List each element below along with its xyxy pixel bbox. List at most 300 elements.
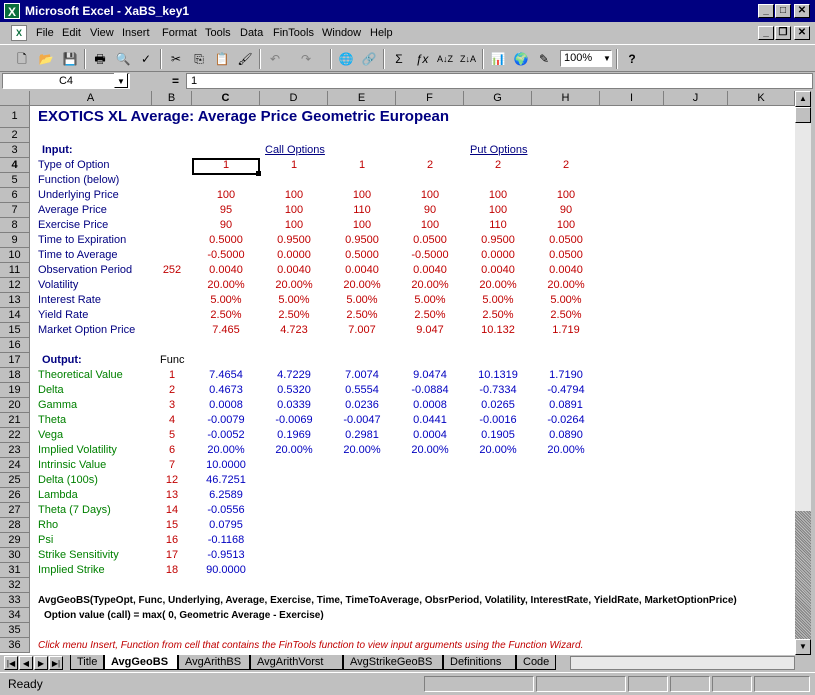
output-func-row-28: 15 [165, 519, 179, 531]
output-cell-31-2[interactable] [328, 563, 396, 578]
active-cell-border [192, 158, 260, 175]
output-label-row-25: Delta (100s) [38, 474, 98, 486]
row-header-26[interactable]: 26 [0, 488, 30, 503]
input-cell-4-2[interactable]: 1 [358, 159, 366, 171]
input-cell-7-4[interactable]: 100 [488, 204, 508, 216]
output-cell-25-4[interactable] [464, 473, 532, 488]
map-icon[interactable]: 🌍 [513, 52, 529, 66]
input-cell-11-0[interactable]: 0.0040 [209, 264, 243, 276]
row-header-27[interactable]: 27 [0, 503, 30, 518]
cut-icon[interactable]: ✂ [170, 52, 182, 66]
put-options-header: Put Options [470, 144, 528, 156]
output-cell-23-2[interactable]: 20.00% [343, 444, 381, 456]
row-header-5[interactable]: 5 [0, 173, 30, 188]
doc-minimize-button[interactable]: _ [758, 26, 774, 40]
input-cell-7-1[interactable]: 100 [284, 204, 304, 216]
output-func-row-18: 1 [168, 369, 176, 381]
row-header-32[interactable]: 32 [0, 578, 30, 593]
output-cell-28-5[interactable] [532, 518, 600, 533]
output-cell-23-0[interactable]: 20.00% [207, 444, 245, 456]
output-cell-22-2[interactable]: 0.2981 [345, 429, 379, 441]
input-cell-7-0[interactable]: 95 [219, 204, 233, 216]
output-cell-25-5[interactable] [532, 473, 600, 488]
row-header-29[interactable]: 29 [0, 533, 30, 548]
output-label-row-24: Intrinsic Value [38, 459, 107, 471]
output-cell-28-2[interactable] [328, 518, 396, 533]
sheet-tab-code[interactable]: Code [516, 655, 556, 670]
output-cell-27-0[interactable]: -0.0556 [207, 504, 245, 516]
input-cell-12-3[interactable]: 20.00% [411, 279, 449, 291]
row-header-15[interactable]: 15 [0, 323, 30, 338]
output-cell-30-0[interactable]: -0.9513 [207, 549, 245, 561]
row-header-3[interactable]: 3 [0, 143, 30, 158]
input-cell-12-5[interactable]: 20.00% [547, 279, 585, 291]
title-bar [0, 0, 815, 22]
input-cell-7-5[interactable]: 90 [559, 204, 573, 216]
row-header-18[interactable]: 18 [0, 368, 30, 383]
output-cell-22-1[interactable]: 0.1969 [277, 429, 311, 441]
row-header-34[interactable]: 34 [0, 608, 30, 623]
output-cell-18-3[interactable]: 9.0474 [413, 369, 447, 381]
horizontal-scrollbar[interactable] [570, 656, 795, 670]
output-cell-21-5[interactable]: -0.0264 [547, 414, 585, 426]
output-cell-21-0[interactable]: -0.0079 [207, 414, 245, 426]
first-sheet-icon[interactable]: |◀ [4, 656, 18, 670]
menu-file[interactable]: File [36, 27, 54, 39]
output-cell-26-4[interactable] [464, 488, 532, 503]
input-cell-13-3[interactable]: 5.00% [414, 294, 446, 306]
output-cell-18-0[interactable]: 7.4654 [209, 369, 243, 381]
output-cell-22-3[interactable]: 0.0004 [413, 429, 447, 441]
output-cell-19-1[interactable]: 0.5320 [277, 384, 311, 396]
output-label-row-21: Theta [38, 414, 67, 426]
input-cell-5-1[interactable] [260, 173, 328, 188]
output-label-row-20: Gamma [38, 399, 78, 411]
input-cell-14-0[interactable]: 2.50% [210, 309, 242, 321]
input-cell-6-5[interactable]: 100 [556, 189, 576, 201]
output-cell-21-2[interactable]: -0.0047 [343, 414, 381, 426]
output-cell-19-4[interactable]: -0.7334 [479, 384, 517, 396]
menu-format[interactable]: Format [162, 27, 197, 39]
close-button[interactable]: ✕ [794, 4, 810, 18]
output-cell-18-4[interactable]: 10.1319 [478, 369, 518, 381]
row-header-14[interactable]: 14 [0, 308, 30, 323]
output-cell-22-4[interactable]: 0.1905 [481, 429, 515, 441]
input-cell-9-5[interactable]: 0.0500 [549, 234, 583, 246]
row-header-36[interactable]: 36 [0, 638, 30, 653]
input-cell-13-0[interactable]: 5.00% [210, 294, 242, 306]
input-cell-4-5[interactable]: 2 [562, 159, 570, 171]
input-cell-6-1[interactable]: 100 [284, 189, 304, 201]
column-header-h[interactable]: H [532, 91, 600, 106]
output-cell-20-2[interactable]: 0.0236 [345, 399, 379, 411]
sheet-tab-title[interactable]: Title [70, 655, 104, 670]
row-header-35[interactable]: 35 [0, 623, 30, 638]
input-cell-9-0[interactable]: 0.5000 [209, 234, 243, 246]
next-sheet-icon[interactable]: ▶ [34, 656, 48, 670]
output-cell-29-2[interactable] [328, 533, 396, 548]
output-cell-30-5[interactable] [532, 548, 600, 563]
row-header-6[interactable]: 6 [0, 188, 30, 203]
zoom-dropdown-icon[interactable]: ▼ [603, 54, 611, 63]
output-cell-19-0[interactable]: 0.4673 [209, 384, 243, 396]
output-func-row-30: 17 [165, 549, 179, 561]
output-cell-31-1[interactable] [260, 563, 328, 578]
input-cell-7-3[interactable]: 90 [423, 204, 437, 216]
hyperlink-icon[interactable]: 🔗 [361, 52, 377, 66]
minimize-button[interactable]: _ [758, 4, 774, 18]
row-header-2[interactable]: 2 [0, 128, 30, 143]
function-icon[interactable]: ƒx [415, 52, 429, 66]
format-painter-icon[interactable]: 🖌 [237, 52, 253, 66]
chart-wizard-icon[interactable]: 📊 [490, 52, 506, 66]
input-cell-5-4[interactable] [464, 173, 532, 188]
output-cell-23-1[interactable]: 20.00% [275, 444, 313, 456]
column-header-i[interactable]: I [600, 91, 664, 106]
output-cell-28-4[interactable] [464, 518, 532, 533]
open-icon[interactable]: 📂 [38, 52, 54, 66]
menu-window[interactable]: Window [322, 27, 362, 39]
input-cell-14-2[interactable]: 2.50% [346, 309, 378, 321]
output-cell-23-4[interactable]: 20.00% [479, 444, 517, 456]
select-all-corner[interactable] [0, 91, 30, 106]
web-icon[interactable]: 🌐 [338, 52, 354, 66]
output-cell-31-4[interactable] [464, 563, 532, 578]
input-label-row-4: Type of Option [38, 159, 110, 171]
input-cell-4-1[interactable]: 1 [290, 159, 298, 171]
input-cell-10-5[interactable]: 0.0500 [549, 249, 583, 261]
output-cell-29-0[interactable]: -0.1168 [207, 534, 245, 546]
input-cell-15-0[interactable]: 7.465 [212, 324, 240, 336]
menu-insert[interactable]: Insert [122, 27, 150, 39]
doc-restore-button[interactable]: ❐ [775, 26, 791, 40]
input-cell-4-3[interactable]: 2 [426, 159, 434, 171]
output-cell-24-2[interactable] [328, 458, 396, 473]
input-cell-8-0[interactable]: 90 [219, 219, 233, 231]
prev-sheet-icon[interactable]: ◀ [19, 656, 33, 670]
scroll-track-pressed[interactable] [795, 511, 811, 639]
sheet-tab-avggeobs[interactable]: AvgGeoBS [104, 655, 178, 670]
row-header-7[interactable]: 7 [0, 203, 30, 218]
function-syntax: AvgGeoBS(TypeOpt, Func, Underlying, Average, Exercise, Time, TimeToAverage, ObsrPeriod, Volatility, InterestRate, YieldRate, MarketOptionPrice) [38, 595, 737, 606]
menu-help[interactable]: Help [370, 27, 393, 39]
output-cell-30-1[interactable] [260, 548, 328, 563]
sheet-tab-avgarithbs[interactable]: AvgArithBS [178, 655, 250, 670]
scroll-down-icon[interactable]: ▼ [795, 639, 811, 655]
output-cell-24-3[interactable] [396, 458, 464, 473]
input-cell-15-5[interactable]: 1.719 [552, 324, 580, 336]
sort-ascending-icon[interactable]: A↓Z [436, 54, 453, 64]
row-header-1[interactable]: 1 [0, 106, 30, 128]
output-cell-19-2[interactable]: 0.5554 [345, 384, 379, 396]
output-label-row-18: Theoretical Value [38, 369, 123, 381]
input-cell-14-1[interactable]: 2.50% [278, 309, 310, 321]
column-header-k[interactable]: K [728, 91, 795, 106]
input-cell-6-3[interactable]: 100 [420, 189, 440, 201]
input-b-row-13 [152, 293, 192, 308]
input-cell-15-2[interactable]: 7.007 [348, 324, 376, 336]
vertical-scrollbar[interactable] [795, 91, 811, 655]
input-cell-5-5[interactable] [532, 173, 600, 188]
input-cell-10-0[interactable]: -0.5000 [207, 249, 245, 261]
input-cell-7-2[interactable]: 110 [353, 204, 371, 216]
input-b-row-15 [152, 323, 192, 338]
output-cell-27-5[interactable] [532, 503, 600, 518]
output-cell-24-5[interactable] [532, 458, 600, 473]
input-cell-9-3[interactable]: 0.0500 [413, 234, 447, 246]
status-panel-5 [712, 676, 752, 692]
input-cell-15-3[interactable]: 9.047 [416, 324, 444, 336]
output-cell-20-0[interactable]: 0.0008 [209, 399, 243, 411]
output-cell-21-1[interactable]: -0.0069 [275, 414, 313, 426]
input-b-row-6 [152, 188, 192, 203]
copy-icon[interactable]: ⎘ [194, 52, 204, 66]
sheet-tabs-bar [0, 655, 815, 672]
output-cell-26-5[interactable] [532, 488, 600, 503]
output-cell-21-3[interactable]: 0.0441 [413, 414, 447, 426]
output-cell-21-4[interactable]: -0.0016 [479, 414, 517, 426]
name-box[interactable]: C4 [2, 73, 130, 89]
output-cell-24-1[interactable] [260, 458, 328, 473]
input-b-row-5 [152, 173, 192, 188]
row-header-20[interactable]: 20 [0, 398, 30, 413]
output-label-row-29: Psi [38, 534, 54, 546]
output-func-row-31: 18 [165, 564, 179, 576]
window-title: Microsoft Excel - XaBS_key1 [25, 4, 190, 18]
status-panel-3 [628, 676, 668, 692]
output-cell-19-3[interactable]: -0.0884 [411, 384, 449, 396]
output-cell-29-4[interactable] [464, 533, 532, 548]
row-header-9[interactable]: 9 [0, 233, 30, 248]
output-cell-28-1[interactable] [260, 518, 328, 533]
row-header-21[interactable]: 21 [0, 413, 30, 428]
menu-edit[interactable]: Edit [62, 27, 81, 39]
print-preview-icon[interactable]: 🔍 [115, 52, 131, 66]
output-cell-18-1[interactable]: 4.7229 [277, 369, 311, 381]
scroll-up-icon[interactable]: ▲ [795, 91, 811, 107]
output-func-row-20: 3 [168, 399, 176, 411]
output-cell-31-0[interactable]: 90.0000 [206, 564, 246, 576]
input-cell-11-1[interactable]: 0.0040 [277, 264, 311, 276]
input-cell-8-2[interactable]: 100 [352, 219, 372, 231]
zoom-select[interactable]: 100% [560, 50, 612, 67]
input-cell-5-3[interactable] [396, 173, 464, 188]
output-cell-18-2[interactable]: 7.0074 [345, 369, 379, 381]
doc-close-button[interactable]: ✕ [794, 26, 810, 40]
scroll-thumb[interactable] [795, 107, 811, 123]
input-cell-11-4[interactable]: 0.0040 [481, 264, 515, 276]
output-cell-18-5[interactable]: 1.7190 [549, 369, 583, 381]
output-cell-26-0[interactable]: 6.2589 [209, 489, 243, 501]
fill-handle[interactable] [256, 171, 261, 176]
output-cell-20-1[interactable]: 0.0339 [277, 399, 311, 411]
row-header-12[interactable]: 12 [0, 278, 30, 293]
row-header-17[interactable]: 17 [0, 353, 30, 368]
output-cell-25-1[interactable] [260, 473, 328, 488]
input-cell-15-1[interactable]: 4.723 [280, 324, 308, 336]
output-cell-30-2[interactable] [328, 548, 396, 563]
input-cell-13-2[interactable]: 5.00% [346, 294, 378, 306]
input-cell-13-4[interactable]: 5.00% [482, 294, 514, 306]
row-header-8[interactable]: 8 [0, 218, 30, 233]
output-cell-20-5[interactable]: 0.0891 [549, 399, 583, 411]
row-header-31[interactable]: 31 [0, 563, 30, 578]
paste-icon[interactable]: 📋 [214, 52, 230, 66]
column-header-b[interactable]: B [152, 91, 192, 106]
input-cell-11-2[interactable]: 0.0040 [345, 264, 379, 276]
output-cell-19-5[interactable]: -0.4794 [547, 384, 585, 396]
status-panel-1 [424, 676, 534, 692]
maximize-button[interactable]: □ [775, 4, 791, 18]
menu-data[interactable]: Data [240, 27, 264, 39]
function-wizard-hint: Click menu Insert, Function from cell that contains the FinTools function to view input arguments using the Function Wizard. [38, 640, 584, 651]
row-header-25[interactable]: 25 [0, 473, 30, 488]
spreadsheet-grid[interactable] [0, 91, 795, 655]
menu-tools[interactable]: Tools [205, 27, 231, 39]
input-cell-8-4[interactable]: 110 [489, 219, 507, 231]
output-cell-25-2[interactable] [328, 473, 396, 488]
print-icon[interactable]: 🖶 [94, 52, 106, 66]
input-cell-13-5[interactable]: 5.00% [550, 294, 582, 306]
drawing-icon[interactable]: ✎ [538, 52, 550, 66]
input-cell-10-1[interactable]: 0.0000 [277, 249, 311, 261]
row-header-24[interactable]: 24 [0, 458, 30, 473]
output-cell-25-0[interactable]: 46.7251 [206, 474, 246, 486]
name-box-dropdown-icon[interactable]: ▼ [114, 73, 128, 88]
formula-input[interactable]: 1 [186, 73, 813, 89]
output-cell-29-5[interactable] [532, 533, 600, 548]
row-header-10[interactable]: 10 [0, 248, 30, 263]
output-cell-26-3[interactable] [396, 488, 464, 503]
input-cell-12-0[interactable]: 20.00% [207, 279, 245, 291]
input-cell-5-0[interactable] [192, 173, 260, 188]
input-cell-12-1[interactable]: 20.00% [275, 279, 313, 291]
input-cell-13-1[interactable]: 5.00% [278, 294, 310, 306]
input-cell-6-4[interactable]: 100 [488, 189, 508, 201]
output-cell-27-1[interactable] [260, 503, 328, 518]
input-cell-12-2[interactable]: 20.00% [343, 279, 381, 291]
input-cell-14-5[interactable]: 2.50% [550, 309, 582, 321]
input-cell-6-0[interactable]: 100 [216, 189, 236, 201]
output-cell-27-2[interactable] [328, 503, 396, 518]
output-cell-23-3[interactable]: 20.00% [411, 444, 449, 456]
output-cell-31-3[interactable] [396, 563, 464, 578]
output-cell-30-4[interactable] [464, 548, 532, 563]
row-header-4[interactable]: 4 [0, 158, 30, 173]
input-label-row-12: Volatility [38, 279, 79, 291]
spelling-icon[interactable]: ✓ [140, 52, 152, 66]
sort-descending-icon[interactable]: Z↓A [459, 54, 476, 64]
input-cell-4-4[interactable]: 2 [494, 159, 502, 171]
input-cell-10-3[interactable]: -0.5000 [411, 249, 449, 261]
last-sheet-icon[interactable]: ▶| [49, 656, 63, 670]
column-header-g[interactable]: G [464, 91, 532, 106]
save-icon[interactable]: 💾 [62, 52, 78, 66]
row-header-28[interactable]: 28 [0, 518, 30, 533]
input-cell-9-2[interactable]: 0.9500 [345, 234, 379, 246]
func-header: Func [160, 354, 185, 366]
output-cell-31-5[interactable] [532, 563, 600, 578]
workbook-icon[interactable]: X [11, 25, 27, 41]
input-cell-10-2[interactable]: 0.5000 [345, 249, 379, 261]
help-icon[interactable]: ? [628, 52, 636, 66]
new-icon[interactable]: 🗋 [17, 52, 27, 66]
input-cell-9-1[interactable]: 0.9500 [277, 234, 311, 246]
input-cell-4-0[interactable]: 1 [222, 159, 230, 171]
input-cell-12-4[interactable]: 20.00% [479, 279, 517, 291]
output-cell-24-0[interactable]: 10.0000 [206, 459, 246, 471]
input-cell-10-4[interactable]: 0.0000 [481, 249, 515, 261]
output-cell-22-5[interactable]: 0.0890 [549, 429, 583, 441]
output-cell-25-3[interactable] [396, 473, 464, 488]
column-header-d[interactable]: D [260, 91, 328, 106]
input-cell-8-3[interactable]: 100 [420, 219, 440, 231]
output-cell-28-3[interactable] [396, 518, 464, 533]
output-label-row-27: Theta (7 Days) [38, 504, 111, 516]
output-cell-26-2[interactable] [328, 488, 396, 503]
input-cell-8-1[interactable]: 100 [284, 219, 304, 231]
output-label-row-30: Strike Sensitivity [38, 549, 119, 561]
output-cell-27-3[interactable] [396, 503, 464, 518]
row-header-22[interactable]: 22 [0, 428, 30, 443]
menu-fintools[interactable]: FinTools [273, 27, 314, 39]
output-cell-29-3[interactable] [396, 533, 464, 548]
sheet-tab-avgstrikegeobs[interactable]: AvgStrikeGeoBS [343, 655, 443, 670]
input-cell-14-3[interactable]: 2.50% [414, 309, 446, 321]
sheet-tab-avgarithvorst[interactable]: AvgArithVorst [250, 655, 343, 670]
autosum-icon[interactable]: Σ [395, 52, 403, 66]
output-cell-22-0[interactable]: -0.0052 [207, 429, 245, 441]
output-cell-28-0[interactable]: 0.0795 [209, 519, 243, 531]
column-header-f[interactable]: F [396, 91, 464, 106]
input-cell-11-3[interactable]: 0.0040 [413, 264, 447, 276]
output-cell-30-3[interactable] [396, 548, 464, 563]
input-cell-6-2[interactable]: 100 [352, 189, 372, 201]
input-cell-14-4[interactable]: 2.50% [482, 309, 514, 321]
menu-view[interactable]: View [90, 27, 114, 39]
output-cell-20-3[interactable]: 0.0008 [413, 399, 447, 411]
output-cell-27-4[interactable] [464, 503, 532, 518]
input-cell-15-4[interactable]: 10.132 [481, 324, 515, 336]
output-cell-29-1[interactable] [260, 533, 328, 548]
input-cell-9-4[interactable]: 0.9500 [481, 234, 515, 246]
row-header-19[interactable]: 19 [0, 383, 30, 398]
output-func-row-29: 16 [165, 534, 179, 546]
column-header-c[interactable]: C [192, 91, 260, 106]
output-cell-23-5[interactable]: 20.00% [547, 444, 585, 456]
row-header-23[interactable]: 23 [0, 443, 30, 458]
column-header-e[interactable]: E [328, 91, 396, 106]
row-header-11[interactable]: 11 [0, 263, 30, 278]
input-cell-11-5[interactable]: 0.0040 [549, 264, 583, 276]
redo-icon[interactable]: ↷ [300, 52, 312, 66]
column-header-j[interactable]: J [664, 91, 728, 106]
row-header-33[interactable]: 33 [0, 593, 30, 608]
undo-icon[interactable]: ↶ [269, 52, 281, 66]
input-label-row-11: Observation Period [38, 264, 133, 276]
row-header-13[interactable]: 13 [0, 293, 30, 308]
column-header-a[interactable]: A [30, 91, 152, 106]
output-cell-24-4[interactable] [464, 458, 532, 473]
sheet-tab-definitions[interactable]: Definitions [443, 655, 516, 670]
input-cell-8-5[interactable]: 100 [556, 219, 576, 231]
row-header-16[interactable]: 16 [0, 338, 30, 353]
excel-app-icon[interactable]: X [4, 3, 20, 19]
input-cell-5-2[interactable] [328, 173, 396, 188]
output-cell-26-1[interactable] [260, 488, 328, 503]
output-cell-20-4[interactable]: 0.0265 [481, 399, 515, 411]
row-header-30[interactable]: 30 [0, 548, 30, 563]
